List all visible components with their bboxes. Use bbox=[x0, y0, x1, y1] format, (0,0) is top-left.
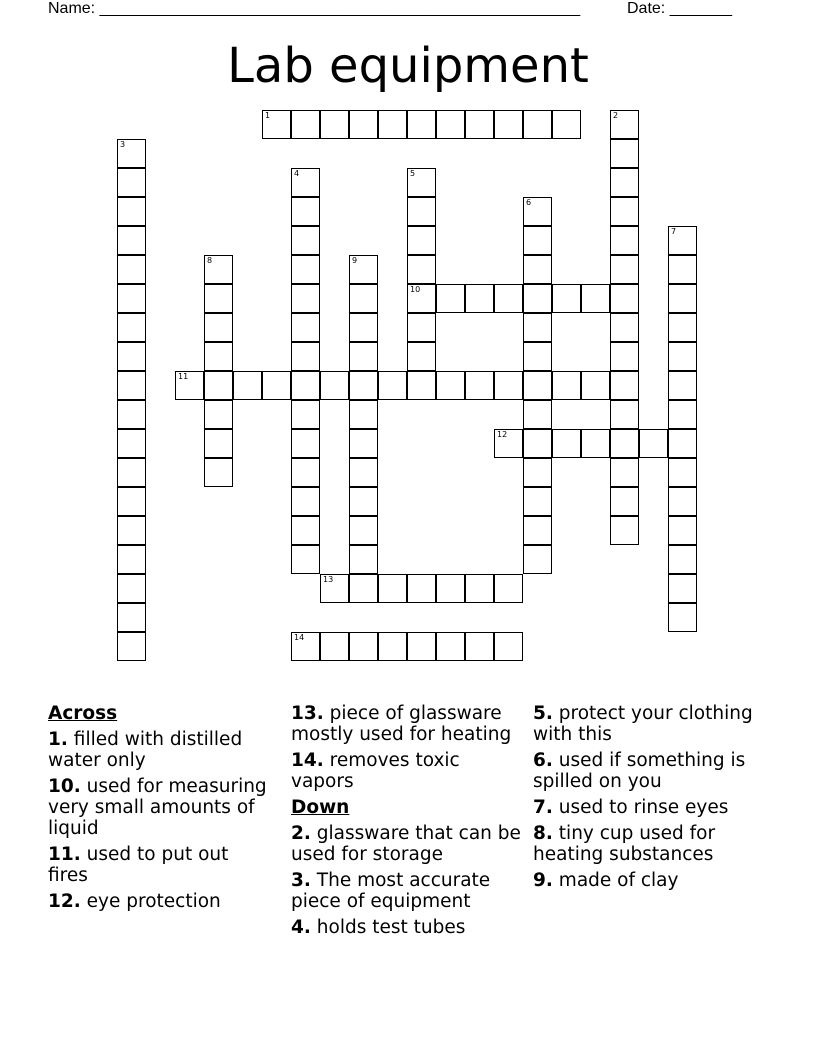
crossword-cell[interactable] bbox=[204, 284, 233, 313]
clue-number: 9 bbox=[352, 256, 358, 265]
crossword-cell[interactable] bbox=[523, 342, 552, 371]
clue-number: 4. bbox=[291, 917, 311, 938]
crossword-cell[interactable] bbox=[465, 632, 494, 661]
clue-number: 4 bbox=[294, 169, 300, 178]
crossword-cell[interactable] bbox=[436, 284, 465, 313]
clue-number: 7 bbox=[671, 227, 677, 236]
crossword-cell[interactable] bbox=[465, 574, 494, 603]
clue-number: 11 bbox=[178, 372, 189, 381]
crossword-cell[interactable] bbox=[291, 400, 320, 429]
crossword-cell[interactable] bbox=[668, 545, 697, 574]
clue-column-3 bbox=[533, 703, 758, 896]
crossword-cell[interactable] bbox=[291, 545, 320, 574]
clue-text: holds test tubes bbox=[316, 917, 466, 938]
clue-text: protect your clothing with this bbox=[533, 703, 753, 745]
clue bbox=[291, 917, 526, 938]
clue-number: 1 bbox=[265, 111, 271, 120]
crossword-cell[interactable] bbox=[581, 429, 610, 458]
crossword-cell[interactable] bbox=[204, 371, 233, 400]
clue-text: eye protection bbox=[86, 891, 221, 912]
crossword-cell[interactable] bbox=[523, 545, 552, 574]
clue-text: piece of glassware mostly used for heating bbox=[291, 703, 512, 745]
clue-text: filled with distilled water only bbox=[48, 729, 243, 771]
clue-text: tiny cup used for heating substances bbox=[533, 823, 716, 865]
crossword-cell[interactable] bbox=[117, 632, 146, 661]
crossword-cell[interactable] bbox=[262, 110, 291, 139]
crossword-cell[interactable] bbox=[407, 168, 436, 197]
crossword-cell[interactable] bbox=[407, 342, 436, 371]
crossword-cell[interactable] bbox=[494, 284, 523, 313]
crossword-cell[interactable] bbox=[523, 110, 552, 139]
crossword-cell[interactable] bbox=[291, 516, 320, 545]
crossword-cell[interactable] bbox=[523, 516, 552, 545]
clue-number: 11. bbox=[48, 844, 81, 865]
clue-text: used for measuring very small amounts of liquid bbox=[48, 776, 267, 839]
crossword-cell[interactable] bbox=[523, 458, 552, 487]
crossword-cell[interactable] bbox=[291, 255, 320, 284]
crossword-cell[interactable] bbox=[349, 110, 378, 139]
crossword-cell[interactable] bbox=[552, 371, 581, 400]
crossword-cell[interactable] bbox=[291, 313, 320, 342]
clue bbox=[533, 703, 758, 745]
crossword-cell[interactable] bbox=[378, 110, 407, 139]
clue-number: 10 bbox=[410, 285, 421, 294]
crossword-cell[interactable] bbox=[349, 429, 378, 458]
crossword-cell[interactable] bbox=[291, 487, 320, 516]
crossword-cell[interactable] bbox=[117, 400, 146, 429]
crossword-cell[interactable] bbox=[610, 371, 639, 400]
clue-number: 6. bbox=[533, 750, 553, 771]
crossword-cell[interactable] bbox=[117, 516, 146, 545]
crossword-cell[interactable] bbox=[349, 371, 378, 400]
crossword-cell[interactable] bbox=[117, 197, 146, 226]
crossword-cell[interactable] bbox=[378, 632, 407, 661]
crossword-cell[interactable] bbox=[668, 226, 697, 255]
crossword-cell[interactable] bbox=[349, 255, 378, 284]
crossword-cell[interactable] bbox=[668, 284, 697, 313]
clue-text: made of clay bbox=[558, 870, 679, 891]
clue bbox=[48, 891, 273, 912]
crossword-cell[interactable] bbox=[117, 574, 146, 603]
across-heading: Across bbox=[48, 703, 118, 724]
crossword-cell[interactable] bbox=[668, 487, 697, 516]
clue bbox=[291, 823, 526, 865]
clue-number: 12 bbox=[497, 430, 508, 439]
clue bbox=[533, 823, 758, 865]
clue-number: 9. bbox=[533, 870, 553, 891]
crossword-cell[interactable] bbox=[668, 574, 697, 603]
crossword-cell[interactable] bbox=[204, 255, 233, 284]
crossword-cell[interactable] bbox=[378, 371, 407, 400]
crossword-cell[interactable] bbox=[552, 284, 581, 313]
clue-number: 5. bbox=[533, 703, 553, 724]
crossword-cell[interactable] bbox=[610, 139, 639, 168]
crossword-cell[interactable] bbox=[291, 371, 320, 400]
crossword-cell[interactable] bbox=[494, 632, 523, 661]
clue bbox=[48, 729, 273, 771]
crossword-cell[interactable] bbox=[610, 226, 639, 255]
clue-number: 3 bbox=[120, 140, 126, 149]
crossword-cell[interactable] bbox=[668, 458, 697, 487]
date-line: Date: _______ bbox=[627, 0, 732, 17]
crossword-cell[interactable] bbox=[117, 168, 146, 197]
crossword-cell[interactable] bbox=[291, 110, 320, 139]
crossword-cell[interactable] bbox=[407, 632, 436, 661]
crossword-cell[interactable] bbox=[552, 110, 581, 139]
crossword-cell[interactable] bbox=[465, 284, 494, 313]
crossword-cell[interactable] bbox=[349, 313, 378, 342]
clue-text: removes toxic vapors bbox=[291, 750, 460, 792]
clue bbox=[533, 797, 758, 818]
clue-number: 6 bbox=[526, 198, 532, 207]
crossword-cell[interactable] bbox=[407, 371, 436, 400]
crossword-cell[interactable] bbox=[204, 429, 233, 458]
clue-number: 14 bbox=[294, 633, 305, 642]
crossword-cell[interactable] bbox=[523, 400, 552, 429]
down-heading: Down bbox=[291, 797, 350, 818]
crossword-cell[interactable] bbox=[320, 110, 349, 139]
crossword-cell[interactable] bbox=[204, 458, 233, 487]
crossword-cell[interactable] bbox=[610, 487, 639, 516]
crossword-cell[interactable] bbox=[378, 574, 407, 603]
crossword-cell[interactable] bbox=[523, 197, 552, 226]
crossword-cell[interactable] bbox=[117, 545, 146, 574]
clue bbox=[291, 703, 526, 745]
crossword-cell[interactable] bbox=[494, 429, 523, 458]
crossword-cell[interactable] bbox=[436, 371, 465, 400]
crossword-cell[interactable] bbox=[668, 400, 697, 429]
clue-text: The most accurate piece of equipment bbox=[291, 870, 491, 912]
crossword-cell[interactable] bbox=[117, 458, 146, 487]
crossword-cell[interactable] bbox=[407, 255, 436, 284]
crossword-cell[interactable] bbox=[349, 342, 378, 371]
crossword-cell[interactable] bbox=[117, 603, 146, 632]
crossword-cell[interactable] bbox=[117, 487, 146, 516]
crossword-cell[interactable] bbox=[610, 284, 639, 313]
clue-number: 7. bbox=[533, 797, 553, 818]
crossword-cell[interactable] bbox=[552, 429, 581, 458]
crossword-cell[interactable] bbox=[291, 632, 320, 661]
crossword-cell[interactable] bbox=[117, 226, 146, 255]
crossword-cell[interactable] bbox=[668, 342, 697, 371]
crossword-cell[interactable] bbox=[610, 458, 639, 487]
clue-number: 2. bbox=[291, 823, 311, 844]
crossword-cell[interactable] bbox=[668, 516, 697, 545]
crossword-cell[interactable] bbox=[407, 226, 436, 255]
clue-number: 2 bbox=[613, 111, 619, 120]
crossword-cell[interactable] bbox=[349, 545, 378, 574]
crossword-cell[interactable] bbox=[668, 313, 697, 342]
crossword-cell[interactable] bbox=[407, 197, 436, 226]
crossword-cell[interactable] bbox=[349, 284, 378, 313]
crossword-cell[interactable] bbox=[523, 487, 552, 516]
crossword-cell[interactable] bbox=[204, 313, 233, 342]
crossword-cell[interactable] bbox=[349, 632, 378, 661]
crossword-cell[interactable] bbox=[639, 429, 668, 458]
crossword-cell[interactable] bbox=[320, 632, 349, 661]
crossword-cell[interactable] bbox=[610, 110, 639, 139]
crossword-cell[interactable] bbox=[291, 284, 320, 313]
clue-number: 13. bbox=[291, 703, 324, 724]
crossword-cell[interactable] bbox=[233, 371, 262, 400]
crossword-cell[interactable] bbox=[320, 574, 349, 603]
clue-number: 3. bbox=[291, 870, 311, 891]
clue bbox=[48, 844, 273, 886]
crossword-cell[interactable] bbox=[610, 197, 639, 226]
crossword-cell[interactable] bbox=[436, 574, 465, 603]
crossword-cell[interactable] bbox=[175, 371, 204, 400]
crossword-cell[interactable] bbox=[407, 284, 436, 313]
crossword-cell[interactable] bbox=[494, 110, 523, 139]
clue bbox=[533, 870, 758, 891]
page-title: Lab equipment bbox=[227, 38, 589, 94]
crossword-cell[interactable] bbox=[465, 110, 494, 139]
crossword-cell[interactable] bbox=[204, 342, 233, 371]
crossword-cell[interactable] bbox=[349, 400, 378, 429]
crossword-cell[interactable] bbox=[291, 226, 320, 255]
clue-number: 14. bbox=[291, 750, 324, 771]
crossword-cell[interactable] bbox=[349, 574, 378, 603]
crossword-cell[interactable] bbox=[291, 429, 320, 458]
crossword-cell[interactable] bbox=[320, 371, 349, 400]
crossword-cell[interactable] bbox=[117, 255, 146, 284]
crossword-cell[interactable] bbox=[291, 458, 320, 487]
clue bbox=[291, 750, 526, 792]
crossword-cell[interactable] bbox=[610, 255, 639, 284]
crossword-cell[interactable] bbox=[349, 516, 378, 545]
crossword-cell[interactable] bbox=[436, 632, 465, 661]
crossword-cell[interactable] bbox=[523, 313, 552, 342]
crossword-cell[interactable] bbox=[523, 255, 552, 284]
crossword-cell[interactable] bbox=[581, 284, 610, 313]
clue-column-2 bbox=[291, 703, 526, 943]
crossword-cell[interactable] bbox=[610, 342, 639, 371]
crossword-cell[interactable] bbox=[407, 313, 436, 342]
crossword-cell[interactable] bbox=[407, 574, 436, 603]
crossword-cell[interactable] bbox=[465, 371, 494, 400]
clue-number: 5 bbox=[410, 169, 416, 178]
crossword-cell[interactable] bbox=[610, 429, 639, 458]
crossword-cell[interactable] bbox=[523, 429, 552, 458]
crossword-cell[interactable] bbox=[494, 574, 523, 603]
crossword-cell[interactable] bbox=[349, 458, 378, 487]
clue bbox=[48, 776, 273, 839]
crossword-cell[interactable] bbox=[523, 371, 552, 400]
crossword-cell[interactable] bbox=[610, 516, 639, 545]
crossword-cell[interactable] bbox=[117, 342, 146, 371]
clue bbox=[533, 750, 758, 792]
crossword-cell[interactable] bbox=[610, 168, 639, 197]
crossword-cell[interactable] bbox=[349, 487, 378, 516]
clue-text: used if something is spilled on you bbox=[533, 750, 746, 792]
crossword-cell[interactable] bbox=[523, 226, 552, 255]
crossword-cell[interactable] bbox=[668, 371, 697, 400]
crossword-cell[interactable] bbox=[262, 371, 291, 400]
crossword-cell[interactable] bbox=[291, 168, 320, 197]
crossword-cell[interactable] bbox=[204, 400, 233, 429]
crossword-cell[interactable] bbox=[117, 284, 146, 313]
clue bbox=[291, 870, 526, 912]
crossword-cell[interactable] bbox=[407, 110, 436, 139]
crossword-cell[interactable] bbox=[668, 429, 697, 458]
clue-number: 13 bbox=[323, 575, 334, 584]
clue-text: glassware that can be used for storage bbox=[291, 823, 521, 865]
crossword-cell[interactable] bbox=[668, 255, 697, 284]
clue-number: 10. bbox=[48, 776, 81, 797]
clue-number: 8 bbox=[207, 256, 213, 265]
clue-number: 12. bbox=[48, 891, 81, 912]
clue-column-1 bbox=[48, 703, 273, 917]
crossword-cell[interactable] bbox=[117, 371, 146, 400]
clue-number: 1. bbox=[48, 729, 68, 750]
name-line: Name: ______________________________________________________ bbox=[48, 0, 581, 17]
crossword-cell[interactable] bbox=[117, 313, 146, 342]
clue-number: 8. bbox=[533, 823, 553, 844]
clue-text: used to put out fires bbox=[48, 844, 229, 886]
crossword-cell[interactable] bbox=[523, 284, 552, 313]
crossword-cell[interactable] bbox=[581, 371, 610, 400]
crossword-cell[interactable] bbox=[291, 342, 320, 371]
crossword-cell[interactable] bbox=[436, 110, 465, 139]
crossword-cell[interactable] bbox=[610, 400, 639, 429]
crossword-cell[interactable] bbox=[117, 139, 146, 168]
crossword-cell[interactable] bbox=[610, 313, 639, 342]
clue-text: used to rinse eyes bbox=[558, 797, 729, 818]
crossword-cell[interactable] bbox=[291, 197, 320, 226]
crossword-cell[interactable] bbox=[494, 371, 523, 400]
crossword-cell[interactable] bbox=[668, 603, 697, 632]
crossword-cell[interactable] bbox=[117, 429, 146, 458]
